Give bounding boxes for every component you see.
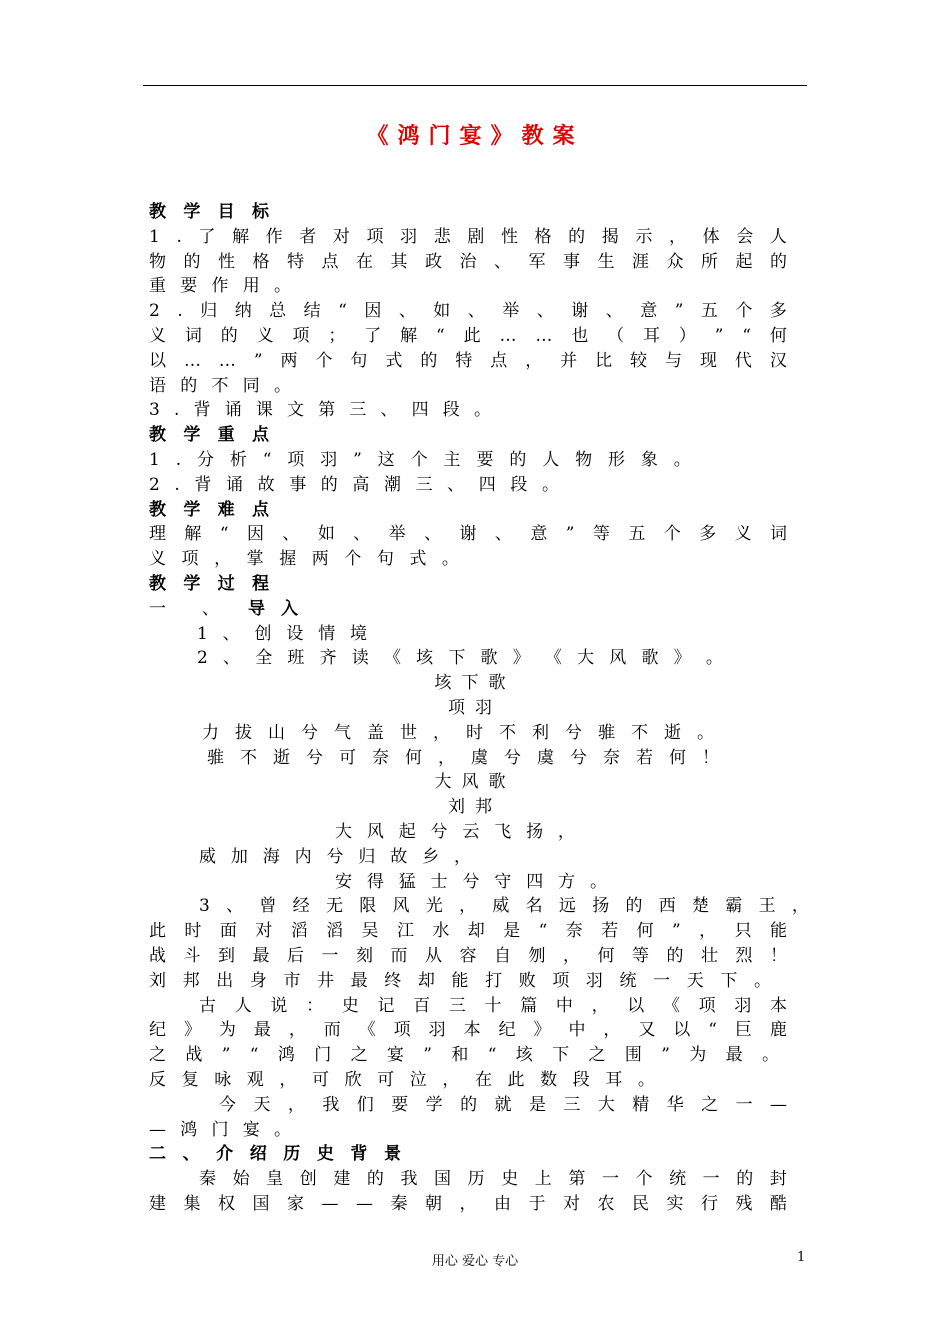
section-heading: 二 、 介 绍 历 史 背 景 <box>149 1144 401 1165</box>
section-heading: 教 学 重 点 <box>149 425 269 446</box>
body-line: 2 . 背 诵 故 事 的 高 潮 三 、 四 段 。 <box>149 474 559 495</box>
section-heading: 教 学 目 标 <box>149 202 269 222</box>
body-line: 1 、 创 设 情 境 <box>197 623 367 644</box>
body-line: 大 风 起 兮 云 飞 扬 ， <box>335 822 575 842</box>
body-line: — 鸿 门 宴 。 <box>149 1119 291 1140</box>
body-line: 刘邦 <box>448 797 502 818</box>
page-footer: 用心 爱心 专心 <box>431 1254 519 1269</box>
body-line: 大风歌 <box>434 772 516 793</box>
body-line: 理 解 “ 因 、 如 、 举 、 谢 、 意 ” 等 五 个 多 义 词 <box>149 524 787 545</box>
body-line: 重 要 作 用 。 <box>149 276 291 297</box>
body-line: 战 斗 到 最 后 一 刻 而 从 容 自 刎 ， 何 等 的 壮 烈 ！ <box>149 946 787 966</box>
body-line: 3 、 曾 经 无 限 风 光 ， 威 名 远 扬 的 西 楚 霸 王 ， <box>199 896 809 917</box>
body-line: 安 得 猛 士 兮 守 四 方 。 <box>335 871 607 892</box>
body-line: 今 天 ， 我 们 要 学 的 就 是 三 大 精 华 之 一 — <box>219 1094 787 1115</box>
body-line: 骓 不 逝 兮 可 奈 何 ， 虞 兮 虞 兮 奈 若 何 ！ <box>207 747 719 768</box>
body-line: 反 复 咏 观 ， 可 欣 可 泣 ， 在 此 数 段 耳 。 <box>149 1070 655 1090</box>
section-heading: 教 学 过 程 <box>149 574 269 594</box>
section-heading: 教 学 难 点 <box>149 499 269 520</box>
page-number: 1 <box>797 1250 806 1265</box>
body-line: 此 时 面 对 滔 滔 吴 江 水 却 是 “ 奈 若 何 ” ， 只 能 <box>149 921 787 942</box>
body-line: 项羽 <box>448 698 502 718</box>
body-line: 3 . 背 诵 课 文 第 三 、 四 段 。 <box>149 400 491 421</box>
body-line: 力 拔 山 兮 气 盖 世 ， 时 不 利 兮 骓 不 逝 。 <box>202 722 714 743</box>
body-line: 1 . 了 解 作 者 对 项 羽 悲 剧 性 格 的 揭 示 ， 体 会 人 <box>149 226 787 247</box>
body-line: 之 战 ” “ 鸿 门 之 宴 ” 和 “ 垓 下 之 围 ” 为 最 。 <box>149 1045 779 1066</box>
document-title: 《鸿门宴》教案 <box>366 123 584 149</box>
body-line: 义 项 ， 掌 握 两 个 句 式 。 <box>149 549 459 570</box>
body-line: 一 、 <box>149 598 219 619</box>
body-line: 古 人 说 ： 史 记 百 三 十 篇 中 ， 以 《 项 羽 本 <box>199 995 787 1016</box>
intro-heading: 导入 <box>248 598 314 619</box>
header-rule <box>143 85 807 86</box>
body-line: 语 的 不 同 。 <box>149 375 291 396</box>
body-line: 刘 邦 出 身 市 井 最 终 却 能 打 败 项 羽 统 一 天 下 。 <box>149 970 771 991</box>
body-line: 纪 》 为 最 ， 而 《 项 羽 本 纪 》 中 ， 又 以 “ 巨 鹿 <box>149 1020 787 1041</box>
body-line: 垓下歌 <box>434 673 516 694</box>
body-line: 威 加 海 内 兮 归 故 乡 ， <box>199 846 471 867</box>
body-line: 建 集 权 国 家 — — 秦 朝 ， 由 于 对 农 民 实 行 残 酷 <box>149 1194 787 1214</box>
body-line: 2 、 全 班 齐 读 《 垓 下 歌 》 《 大 风 歌 》 。 <box>197 648 723 669</box>
body-line: 秦 始 皇 创 建 的 我 国 历 史 上 第 一 个 统 一 的 封 <box>199 1169 787 1190</box>
body-line: 物 的 性 格 特 点 在 其 政 治 、 军 事 生 涯 众 所 起 的 <box>149 251 787 272</box>
body-line: 1 . 分 析 “ 项 羽 ” 这 个 主 要 的 人 物 形 象 。 <box>149 450 691 470</box>
body-line: 2 . 归 纳 总 结 “ 因 、 如 、 举 、 谢 、 意 ” 五 个 多 <box>149 301 787 322</box>
body-line: 以 … … ” 两 个 句 式 的 特 点 ， 并 比 较 与 现 代 汉 <box>149 350 787 371</box>
body-line: 义 词 的 义 项 ； 了 解 “ 此 … … 也 （ 耳 ） ” “ 何 <box>149 326 787 346</box>
